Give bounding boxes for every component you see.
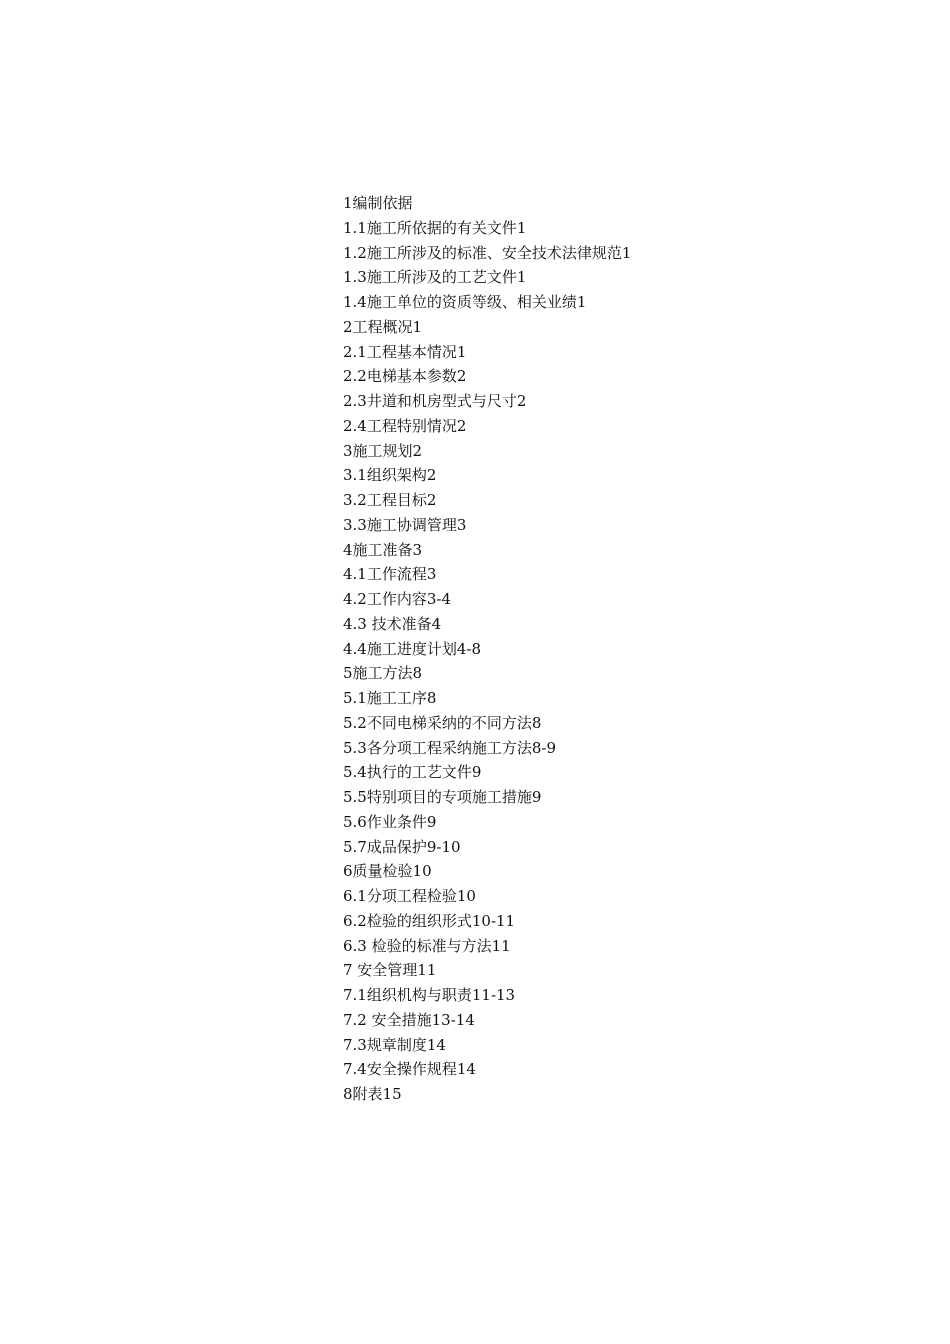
toc-entry: 3.1组织架构2 bbox=[343, 466, 437, 485]
toc-entry: 7.2 安全措施13-14 bbox=[343, 1010, 475, 1029]
toc-entry: 6质量检验10 bbox=[343, 862, 432, 881]
toc-entry: 5.7成品保护9-10 bbox=[343, 837, 461, 856]
toc-entry: 2.3井道和机房型式与尺寸2 bbox=[343, 392, 527, 410]
toc-entry: 6.2检验的组织形式10-11 bbox=[343, 911, 516, 930]
toc-entry: 4.3 技术准备4 bbox=[343, 614, 442, 633]
toc-entry: 5.1施工工序8 bbox=[343, 689, 437, 707]
toc-entry: 3.3施工协调管理3 bbox=[343, 515, 467, 534]
toc-entry: 8附表15 bbox=[343, 1085, 402, 1103]
toc-entry: 1.4施工单位的资质等级、相关业绩1 bbox=[343, 293, 587, 311]
toc-entry: 7 安全管理11 bbox=[343, 961, 437, 980]
toc-entry: 1.2施工所涉及的标准、安全技术法律规范1 bbox=[343, 243, 632, 262]
toc-entry: 5.5特别项目的专项施工措施9 bbox=[343, 788, 542, 806]
toc-entry: 2.1工程基本情况1 bbox=[343, 342, 467, 361]
toc-entry: 5.2不同电梯采纳的不同方法8 bbox=[343, 713, 542, 732]
toc-entry: 1.1施工所依据的有关文件1 bbox=[343, 218, 527, 237]
toc-entry: 5.4执行的工艺文件9 bbox=[343, 763, 482, 782]
toc-entry: 5.6作业条件9 bbox=[343, 812, 437, 831]
toc-entry: 3施工规划2 bbox=[343, 441, 423, 460]
toc-entry: 4.2工作内容3-4 bbox=[343, 590, 452, 608]
toc-entry: 7.4安全操作规程14 bbox=[343, 1060, 476, 1079]
toc-entry: 7.3规章制度14 bbox=[343, 1035, 446, 1054]
toc-entry: 1.3施工所涉及的工艺文件1 bbox=[343, 268, 527, 287]
toc-entry: 6.3 检验的标准与方法11 bbox=[343, 936, 511, 955]
toc-entry: 6.1分项工程检验10 bbox=[343, 887, 476, 905]
toc-entry: 1编制依据 bbox=[343, 194, 413, 212]
toc-entry: 3.2工程目标2 bbox=[343, 491, 437, 509]
table-of-contents bbox=[343, 191, 631, 1107]
toc-entry: 4.4施工进度计划4-8 bbox=[343, 639, 482, 658]
toc-entry: 2.2电梯基本参数2 bbox=[343, 367, 467, 386]
toc-entry: 7.1组织机构与职责11-13 bbox=[343, 986, 516, 1004]
toc-entry: 5施工方法8 bbox=[343, 664, 423, 683]
toc-entry: 2工程概况1 bbox=[343, 317, 423, 336]
toc-entry: 4.1工作流程3 bbox=[343, 565, 437, 584]
toc-entry: 2.4工程特别情况2 bbox=[343, 416, 467, 435]
toc-entry: 5.3各分项工程采纳施工方法8-9 bbox=[343, 738, 557, 757]
toc-entry: 4施工准备3 bbox=[343, 540, 423, 559]
